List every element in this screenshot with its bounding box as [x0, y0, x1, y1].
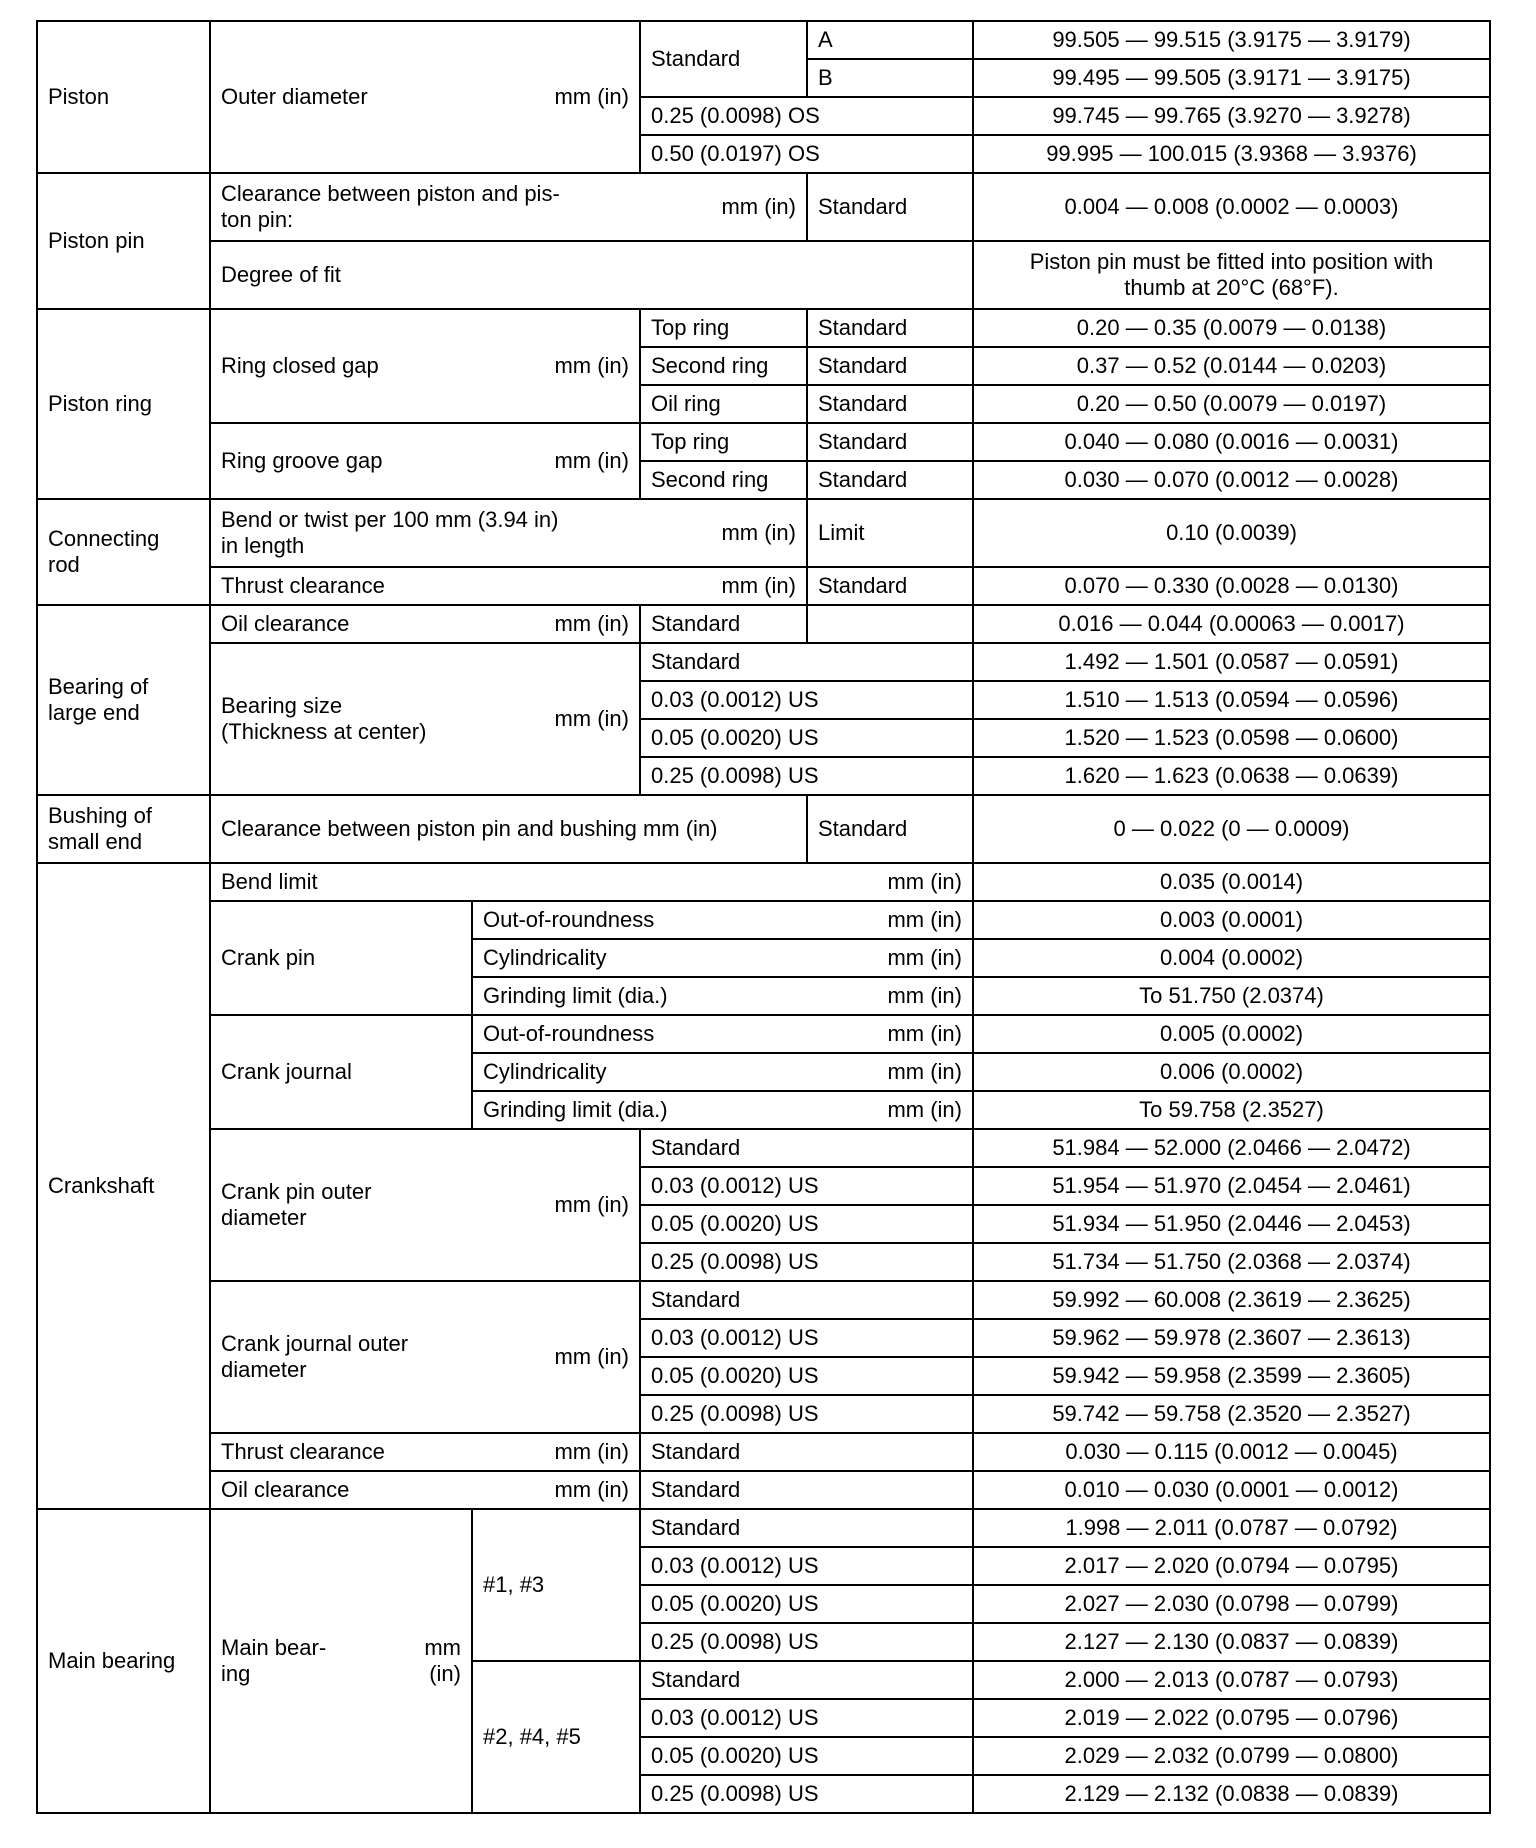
item-text: Bend or twist per 100 mm (3.94 in) in length	[221, 506, 559, 558]
table-row	[37, 1281, 1490, 1319]
sub-item-label	[472, 901, 973, 939]
table-row	[37, 21, 1490, 59]
spec-value: 2.017 — 2.020 (0.0794 — 0.0795)	[973, 1547, 1490, 1585]
spec-value: 0.003 (0.0001)	[973, 901, 1490, 939]
condition-label: Standard	[807, 461, 973, 499]
item-text: Cylindricality	[483, 944, 607, 970]
item-text: Bearing size (Thickness at center)	[221, 692, 427, 744]
unit-label: mm (in)	[887, 944, 962, 970]
size-label: 0.03 (0.0012) US	[640, 1167, 973, 1205]
item-text: Grinding limit (dia.)	[483, 1096, 668, 1122]
table-row	[37, 567, 1490, 605]
table-row	[37, 499, 1490, 567]
item-label	[210, 1509, 472, 1813]
condition-label: Standard	[807, 309, 973, 347]
size-label: Standard	[640, 1129, 973, 1167]
unit-label: mm (in)	[554, 352, 629, 378]
sub-item-label	[472, 1053, 973, 1091]
spec-value: 0.016 — 0.044 (0.00063 — 0.0017)	[973, 605, 1490, 643]
item-label: Crank journal	[210, 1015, 472, 1129]
section-label: Main bearing	[37, 1509, 210, 1813]
unit-label: mm (in)	[887, 1058, 962, 1084]
condition-label: Standard	[807, 795, 973, 863]
unit-label: mm (in)	[554, 1343, 629, 1369]
engine-specifications-table	[36, 20, 1491, 1814]
spec-value: 0.10 (0.0039)	[973, 499, 1490, 567]
table-row	[37, 605, 1490, 643]
section-label: Connecting rod	[37, 499, 210, 605]
table-row	[37, 241, 1490, 309]
condition-label: Standard	[807, 173, 973, 241]
unit-label: mm (in)	[887, 906, 962, 932]
item-text: Crank journal outer diameter	[221, 1330, 409, 1382]
condition-label: Standard	[807, 423, 973, 461]
unit-label: mm (in)	[887, 1096, 962, 1122]
unit-label: mm (in)	[424, 1634, 461, 1686]
spec-value: 99.505 — 99.515 (3.9175 — 3.9179)	[973, 21, 1490, 59]
item-label	[210, 567, 807, 605]
size-label: 0.05 (0.0020) US	[640, 1357, 973, 1395]
item-label	[210, 173, 807, 241]
size-label: 0.03 (0.0012) US	[640, 681, 973, 719]
table-row	[37, 1471, 1490, 1509]
item-text: Oil clearance	[221, 610, 350, 636]
spec-value: 51.934 — 51.950 (2.0446 — 2.0453)	[973, 1205, 1490, 1243]
unit-label: mm (in)	[887, 1020, 962, 1046]
unit-label: mm (in)	[554, 1438, 629, 1464]
oversize-label: 0.25 (0.0098) OS	[640, 97, 973, 135]
item-label	[210, 309, 640, 423]
size-label: 0.05 (0.0020) US	[640, 1205, 973, 1243]
ring-label: Top ring	[640, 423, 807, 461]
item-text: Oil clearance	[221, 1476, 350, 1502]
condition-label: Standard	[807, 567, 973, 605]
item-text: Clearance between piston and pis- ton pin:	[221, 180, 560, 232]
item-text: Thrust clearance	[221, 1438, 385, 1464]
condition-label: Standard	[640, 605, 807, 643]
spec-value: 2.129 — 2.132 (0.0838 — 0.0839)	[973, 1775, 1490, 1813]
spec-value: 51.984 — 52.000 (2.0466 — 2.0472)	[973, 1129, 1490, 1167]
size-label: Standard	[640, 1661, 973, 1699]
size-label: 0.03 (0.0012) US	[640, 1699, 973, 1737]
spec-value: 59.742 — 59.758 (2.3520 — 2.3527)	[973, 1395, 1490, 1433]
unit-label: mm (in)	[887, 982, 962, 1008]
item-label: Clearance between piston pin and bushing mm (in)	[210, 795, 807, 863]
spec-value: 0.006 (0.0002)	[973, 1053, 1490, 1091]
item-label	[210, 1433, 640, 1471]
item-label	[210, 863, 973, 901]
table-row	[37, 309, 1490, 347]
oversize-label: 0.50 (0.0197) OS	[640, 135, 973, 173]
spec-value: 0.005 (0.0002)	[973, 1015, 1490, 1053]
spec-value: To 51.750 (2.0374)	[973, 977, 1490, 1015]
item-text: Ring groove gap	[221, 447, 383, 473]
item-label	[210, 21, 640, 173]
spec-value: 99.745 — 99.765 (3.9270 — 3.9278)	[973, 97, 1490, 135]
size-label: 0.03 (0.0012) US	[640, 1319, 973, 1357]
spec-value: 2.027 — 2.030 (0.0798 — 0.0799)	[973, 1585, 1490, 1623]
spec-value: 2.029 — 2.032 (0.0799 — 0.0800)	[973, 1737, 1490, 1775]
sub-item-label	[472, 1091, 973, 1129]
spec-value: 99.495 — 99.505 (3.9171 — 3.9175)	[973, 59, 1490, 97]
item-text: Ring closed gap	[221, 352, 379, 378]
table-row	[37, 423, 1490, 461]
item-label	[210, 1281, 640, 1433]
item-text: Main bear- ing	[221, 1634, 327, 1686]
spec-value: 1.998 — 2.011 (0.0787 — 0.0792)	[973, 1509, 1490, 1547]
spec-value: 0.004 (0.0002)	[973, 939, 1490, 977]
spec-value: 51.734 — 51.750 (2.0368 — 2.0374)	[973, 1243, 1490, 1281]
item-text: Thrust clearance	[221, 572, 385, 598]
item-text: Crank pin outer diameter	[221, 1178, 372, 1230]
table-row	[37, 1509, 1490, 1547]
spec-value: 51.954 — 51.970 (2.0454 — 2.0461)	[973, 1167, 1490, 1205]
ring-label: Top ring	[640, 309, 807, 347]
ring-label: Second ring	[640, 461, 807, 499]
sub-item-label	[472, 939, 973, 977]
size-label: 0.05 (0.0020) US	[640, 1585, 973, 1623]
size-label: 0.03 (0.0012) US	[640, 1547, 973, 1585]
empty-cell	[807, 605, 973, 643]
unit-label: mm (in)	[554, 705, 629, 731]
grade-label: A	[807, 21, 973, 59]
table-row	[37, 1129, 1490, 1167]
item-label	[210, 643, 640, 795]
item-label: Crank pin	[210, 901, 472, 1015]
spec-value: 1.620 — 1.623 (0.0638 — 0.0639)	[973, 757, 1490, 795]
spec-value: To 59.758 (2.3527)	[973, 1091, 1490, 1129]
ring-label: Second ring	[640, 347, 807, 385]
spec-value: 0.20 — 0.35 (0.0079 — 0.0138)	[973, 309, 1490, 347]
size-label: Standard	[640, 1509, 973, 1547]
spec-value: 1.492 — 1.501 (0.0587 — 0.0591)	[973, 643, 1490, 681]
condition-label: Standard	[807, 385, 973, 423]
unit-label: mm (in)	[887, 868, 962, 894]
spec-value: 0.030 — 0.070 (0.0012 — 0.0028)	[973, 461, 1490, 499]
item-text: Out-of-roundness	[483, 906, 655, 932]
item-label	[210, 499, 807, 567]
journal-group-label: #2, #4, #5	[472, 1661, 640, 1813]
item-label	[210, 605, 640, 643]
size-label: 0.25 (0.0098) US	[640, 1623, 973, 1661]
spec-value: 2.000 — 2.013 (0.0787 — 0.0793)	[973, 1661, 1490, 1699]
spec-value: 1.510 — 1.513 (0.0594 — 0.0596)	[973, 681, 1490, 719]
unit-label: mm (in)	[554, 83, 629, 109]
spec-value: 1.520 — 1.523 (0.0598 — 0.0600)	[973, 719, 1490, 757]
spec-value: 59.992 — 60.008 (2.3619 — 2.3625)	[973, 1281, 1490, 1319]
size-label: 0.05 (0.0020) US	[640, 1737, 973, 1775]
spec-value: 2.127 — 2.130 (0.0837 — 0.0839)	[973, 1623, 1490, 1661]
spec-value: 0.37 — 0.52 (0.0144 — 0.0203)	[973, 347, 1490, 385]
table-row	[37, 863, 1490, 901]
item-text: Outer diameter	[221, 83, 368, 109]
sub-item-label	[472, 977, 973, 1015]
spec-value: 59.962 — 59.978 (2.3607 — 2.3613)	[973, 1319, 1490, 1357]
unit-label: mm (in)	[554, 447, 629, 473]
unit-label: mm (in)	[721, 193, 796, 219]
condition-label: Standard	[640, 1471, 973, 1509]
table-row	[37, 1433, 1490, 1471]
spec-value: 0 — 0.022 (0 — 0.0009)	[973, 795, 1490, 863]
spec-value: 0.030 — 0.115 (0.0012 — 0.0045)	[973, 1433, 1490, 1471]
section-label: Bushing of small end	[37, 795, 210, 863]
table-row	[37, 1015, 1490, 1053]
item-text: Bend limit	[221, 868, 318, 894]
sub-item-label	[472, 1015, 973, 1053]
section-label: Bearing of large end	[37, 605, 210, 795]
item-label	[210, 423, 640, 499]
grade-label: B	[807, 59, 973, 97]
spec-value: 0.010 — 0.030 (0.0001 — 0.0012)	[973, 1471, 1490, 1509]
spec-value: 0.004 — 0.008 (0.0002 — 0.0003)	[973, 173, 1490, 241]
section-label: Piston	[37, 21, 210, 173]
size-label: 0.25 (0.0098) US	[640, 1775, 973, 1813]
condition-label: Standard	[640, 21, 807, 97]
section-label: Piston pin	[37, 173, 210, 309]
size-label: 0.05 (0.0020) US	[640, 719, 973, 757]
spec-value: 2.019 — 2.022 (0.0795 — 0.0796)	[973, 1699, 1490, 1737]
spec-value: 59.942 — 59.958 (2.3599 — 2.3605)	[973, 1357, 1490, 1395]
spec-value: 0.070 — 0.330 (0.0028 — 0.0130)	[973, 567, 1490, 605]
unit-label: mm (in)	[554, 1476, 629, 1502]
condition-label: Standard	[807, 347, 973, 385]
table-row	[37, 643, 1490, 681]
item-label: Degree of fit	[210, 241, 973, 309]
journal-group-label: #1, #3	[472, 1509, 640, 1661]
unit-label: mm (in)	[554, 1191, 629, 1217]
table-row	[37, 173, 1490, 241]
item-text: Cylindricality	[483, 1058, 607, 1084]
table-row	[37, 901, 1490, 939]
spec-value: 0.040 — 0.080 (0.0016 — 0.0031)	[973, 423, 1490, 461]
condition-label: Standard	[640, 1433, 973, 1471]
section-label: Crankshaft	[37, 863, 210, 1509]
size-label: Standard	[640, 1281, 973, 1319]
unit-label: mm (in)	[721, 519, 796, 545]
item-label	[210, 1129, 640, 1281]
item-label	[210, 1471, 640, 1509]
ring-label: Oil ring	[640, 385, 807, 423]
spec-value: 99.995 — 100.015 (3.9368 — 3.9376)	[973, 135, 1490, 173]
unit-label: mm (in)	[721, 572, 796, 598]
section-label: Piston ring	[37, 309, 210, 499]
item-text: Grinding limit (dia.)	[483, 982, 668, 1008]
size-label: 0.25 (0.0098) US	[640, 1243, 973, 1281]
table-row	[37, 795, 1490, 863]
spec-value: 0.035 (0.0014)	[973, 863, 1490, 901]
item-text: Out-of-roundness	[483, 1020, 655, 1046]
size-label: 0.25 (0.0098) US	[640, 1395, 973, 1433]
spec-value: 0.20 — 0.50 (0.0079 — 0.0197)	[973, 385, 1490, 423]
size-label: Standard	[640, 643, 973, 681]
unit-label: mm (in)	[554, 610, 629, 636]
size-label: 0.25 (0.0098) US	[640, 757, 973, 795]
spec-value: Piston pin must be fitted into position with thumb at 20°C (68°F).	[973, 241, 1490, 309]
condition-label: Limit	[807, 499, 973, 567]
